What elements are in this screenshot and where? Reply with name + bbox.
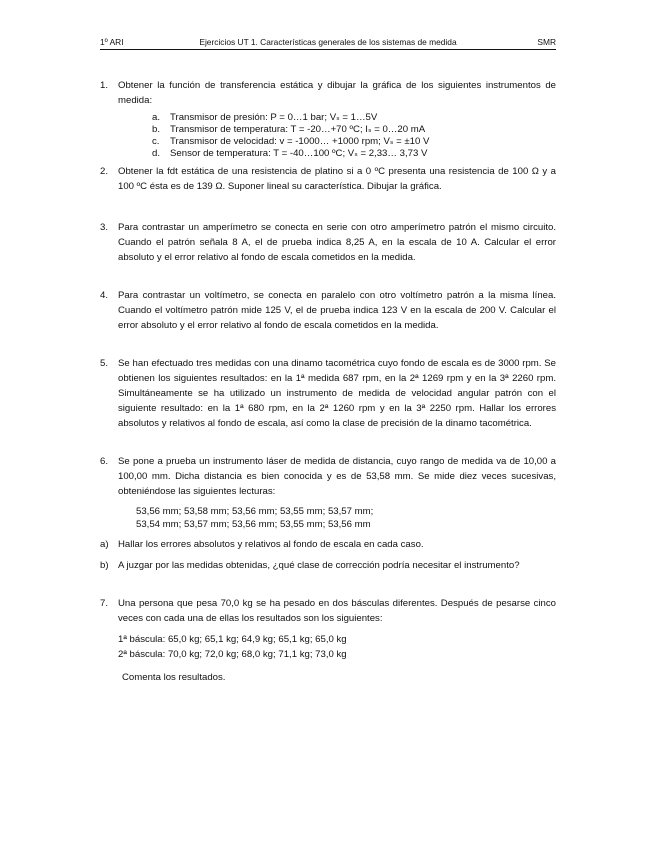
- exercise-number: 4.: [100, 290, 109, 301]
- sub-item-text: Transmisor de presión: P = 0…1 bar; Vₛ = 1…5V: [170, 112, 378, 123]
- reading-line: 53,56 mm; 53,58 mm; 53,56 mm; 53,55 mm; 53,57 mm;: [136, 506, 374, 517]
- header-course: 1º ARI: [100, 37, 124, 47]
- header-title: Ejercicios UT 1. Características generales de los sistemas de medida: [199, 37, 457, 47]
- sub-item-text: Transmisor de velocidad: v = -1000… +1000 rpm; Vₛ = ±10 V: [170, 136, 430, 147]
- reading-line: 53,54 mm; 53,57 mm; 53,56 mm; 53,55 mm; 53,56 mm: [136, 519, 371, 530]
- exercise-number: 6.: [100, 456, 109, 467]
- exercise-3: [100, 220, 556, 265]
- sub-item: [152, 148, 556, 160]
- scale-line: 2ª báscula: 70,0 kg; 72,0 kg; 68,0 kg; 71,1 kg; 73,0 kg: [118, 649, 347, 660]
- exercise-4: [100, 288, 556, 333]
- exercise-text: Se pone a prueba un instrumento láser de medida de distancia, cuyo rango de medida va de 10,00 a 100,00 mm. Dicha distancia es bien conocida y es de 53,58 mm. Se mide diez veces sucesivas, obteniéndose las siguientes lecturas:: [118, 456, 556, 497]
- sub-item-text: Sensor de temperatura: T = -40…100 ºC; Vₛ = 2,33… 3,73 V: [170, 148, 428, 159]
- sub-item-list: [152, 112, 556, 160]
- scale-results: [118, 632, 556, 662]
- sub-item-letter: c.: [152, 136, 160, 147]
- sub-item: [152, 112, 556, 124]
- exercise-1: [100, 78, 556, 160]
- exercise-5: [100, 356, 556, 431]
- exercise-text: Obtener la función de transferencia estática y dibujar la gráfica de los siguientes instrumentos de medida:: [118, 80, 556, 106]
- sub-item-letter: b.: [152, 124, 161, 135]
- closing-text: Comenta los resultados.: [122, 672, 226, 683]
- readings-list: [136, 505, 556, 531]
- sub-item-text: Transmisor de temperatura: T = -20…+70 ºC; Iₛ = 0…20 mA: [170, 124, 426, 135]
- part-text: A juzgar por las medidas obtenidas, ¿qué clase de corrección podría necesitar el instrumento?: [118, 560, 520, 571]
- sub-item-letter: d.: [152, 148, 161, 159]
- exercise-text: Para contrastar un voltímetro, se conecta en paralelo con otro voltímetro patrón a la misma línea. Cuando el voltímetro patrón mide 125 V, el de prueba indica 123 V en la escala de 200 V. Calcular el error absoluto y el error relativo al fondo de escala cometidos en la medida.: [118, 290, 556, 331]
- exercise-number: 7.: [100, 598, 109, 609]
- exercise-2: [100, 164, 556, 194]
- exercise-list: [100, 78, 556, 685]
- exercise-text: Obtener la fdt estática de una resistencia de platino si a 0 ºC presenta una resistencia de 100 Ω y a 100 ºC ésta es de 139 Ω. Suponer lineal su característica. Dibujar la gráfica.: [118, 166, 556, 192]
- exercise-text: Se han efectuado tres medidas con una dinamo tacométrica cuyo fondo de escala es de 3000 rpm. Se obtienen los siguientes resultados: en la 1ª medida 687 rpm, en la 2ª 1269 rpm y en la 3ª 2260 rpm. Simultáneamente se ha utilizado un instrumento de medida de velocidad angular patrón con el siguiente resultado: en la 1ª 680 rpm, en la 2ª 1260 rpm y en la 3ª 2250 rpm. Hallar los errores absolutos y relativos al fondo de escala, así como la clase de precisión de la dinamo tacométrica.: [118, 358, 556, 429]
- exercise-6-part-b: [100, 558, 556, 573]
- part-letter: a): [100, 539, 109, 550]
- exercise-number: 3.: [100, 222, 109, 233]
- exercise-6-part-a: [100, 537, 556, 552]
- part-text: Hallar los errores absolutos y relativos al fondo de escala en cada caso.: [118, 539, 424, 550]
- exercise-text: Una persona que pesa 70,0 kg se ha pesado en dos básculas diferentes. Después de pesarse cinco veces con cada una de ellas los resultados son los siguientes:: [118, 598, 556, 624]
- sub-item: [152, 136, 556, 148]
- exercise-number: 1.: [100, 80, 109, 91]
- sub-item: [152, 124, 556, 136]
- scale-line: 1ª báscula: 65,0 kg; 65,1 kg; 64,9 kg; 65,1 kg; 65,0 kg: [118, 634, 347, 645]
- part-letter: b): [100, 560, 109, 571]
- exercise-number: 2.: [100, 166, 109, 177]
- exercise-6: [100, 454, 556, 531]
- header-code: SMR: [537, 37, 556, 47]
- page-header: [100, 37, 556, 50]
- sub-item-letter: a.: [152, 112, 161, 123]
- exercise-7: [100, 596, 556, 685]
- exercise-text: Para contrastar un amperímetro se conecta en serie con otro amperímetro patrón el mismo circuito. Cuando el patrón señala 8 A, el de prueba indica 8,25 A, en la escala de 10 A. Calcular el error absoluto y el error relativo al fondo de escala cometidos en la medida.: [118, 222, 556, 263]
- exercise-number: 5.: [100, 358, 109, 369]
